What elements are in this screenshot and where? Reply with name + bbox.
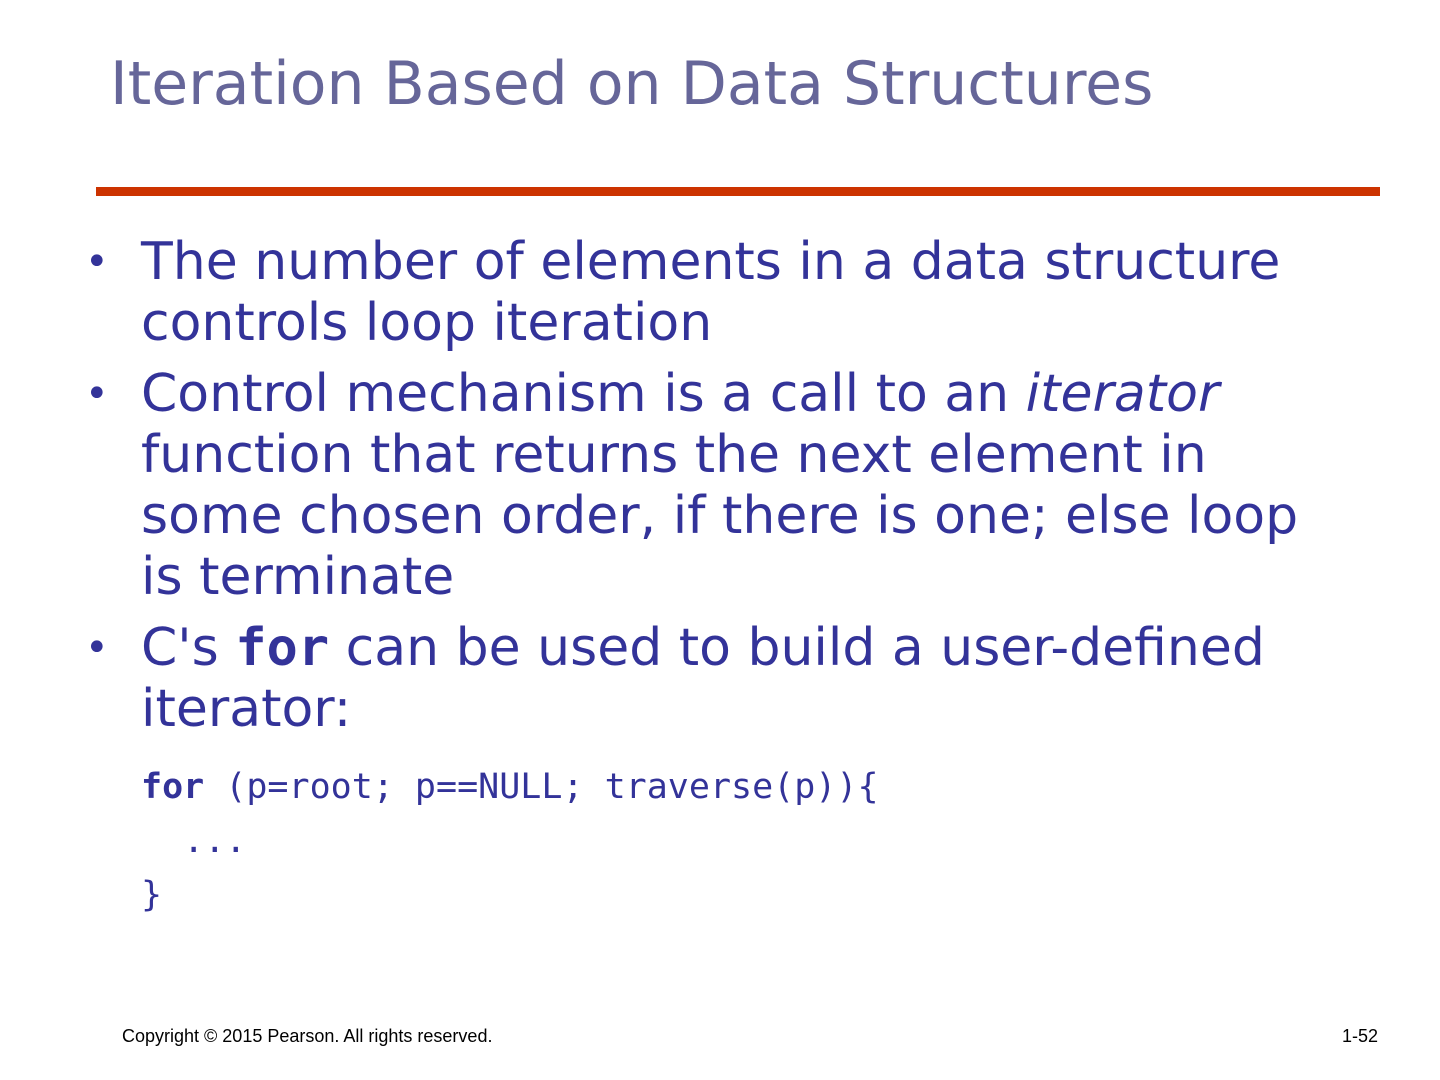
bullet-dot-icon: • [85, 371, 109, 417]
bullet-text: C's [141, 618, 236, 678]
bullet-item [0, 364, 1321, 608]
slide-title: Iteration Based on Data Structures [110, 49, 1154, 119]
bullet-list [0, 232, 1440, 750]
bullet-dot-icon: • [85, 625, 109, 671]
code-line: ... [141, 821, 247, 861]
bullet-emphasis: iterator [1025, 364, 1220, 424]
bullet-text: The number of elements in a data structure controls loop iteration [141, 232, 1281, 353]
code-text: (p=root; p==NULL; traverse(p)){ [204, 767, 879, 807]
footer-copyright: Copyright © 2015 Pearson. All rights reserved. [122, 1026, 493, 1046]
bullet-item [0, 232, 1321, 354]
code-line: } [141, 875, 163, 915]
bullet-text: function that returns the next element in some chosen order, if there is one; else loop is terminate [141, 425, 1299, 607]
code-keyword: for [141, 767, 205, 807]
bullet-keyword: for [235, 618, 330, 678]
bullet-item [0, 618, 1321, 740]
footer-page-number: 1-52 [1341, 1026, 1378, 1046]
bullet-text: can be used to build a user-defined iterator: [141, 618, 1265, 739]
bullet-dot-icon: • [85, 239, 109, 285]
bullet-text: Control mechanism is a call to an [141, 364, 1026, 424]
code-block [141, 760, 879, 922]
code-line [141, 760, 879, 814]
title-divider [96, 187, 1380, 196]
